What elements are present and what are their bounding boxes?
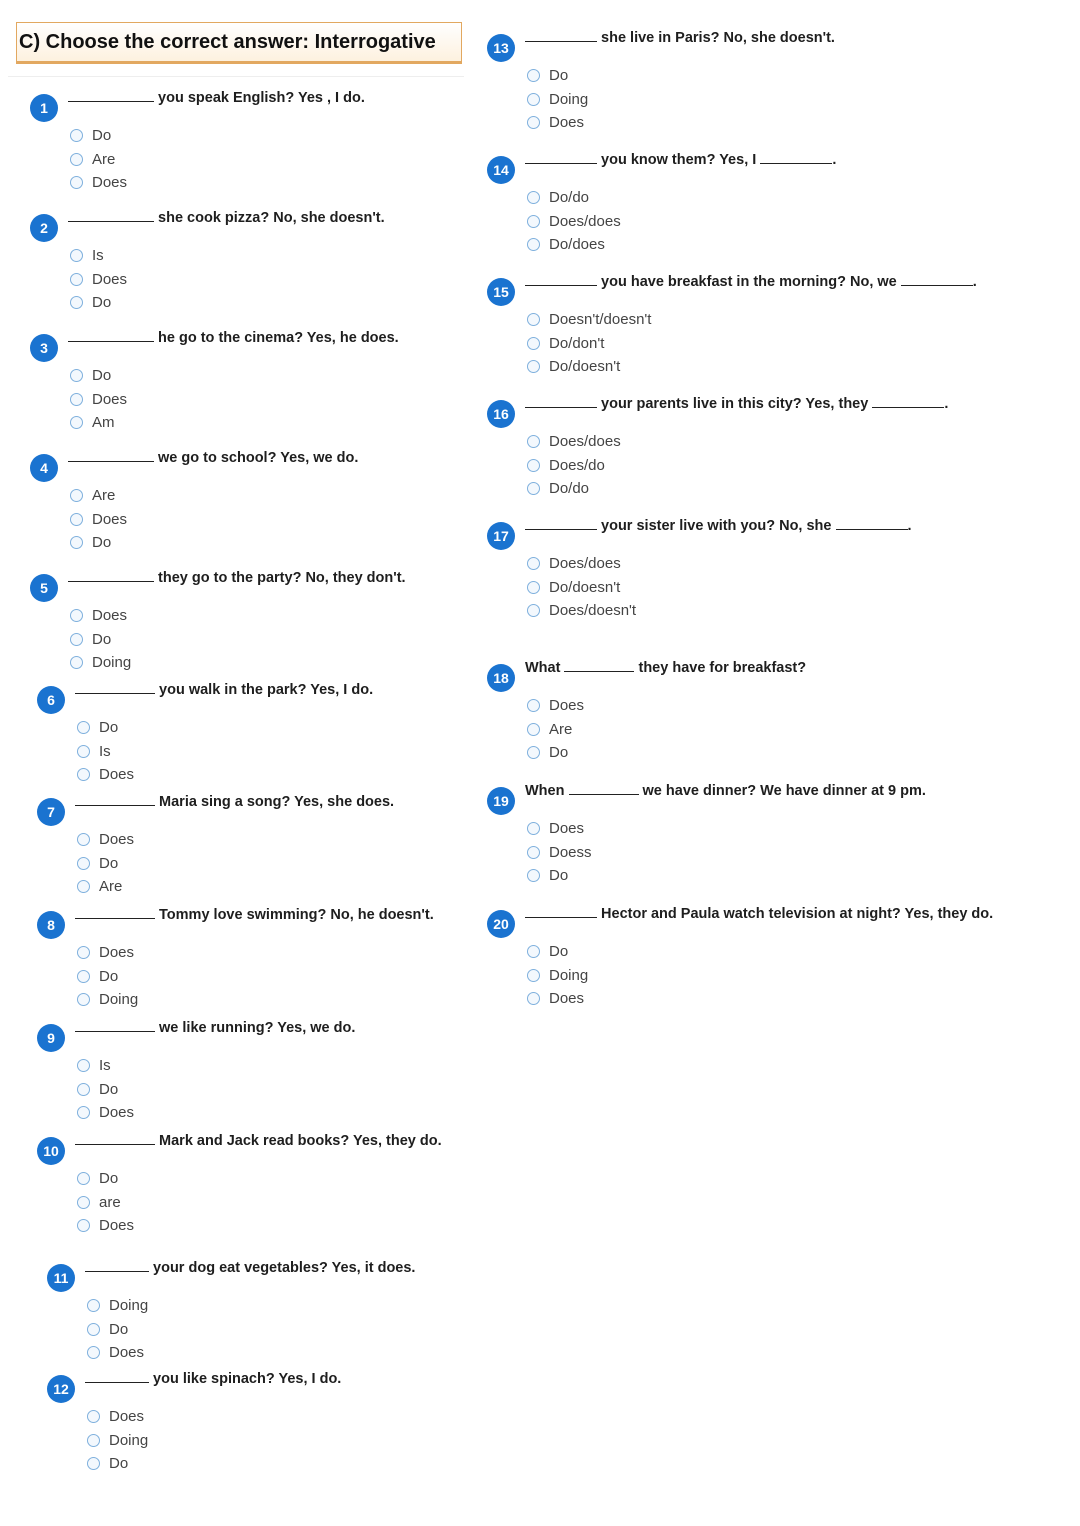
option-label: Does	[99, 1217, 135, 1235]
radio-button[interactable]	[70, 296, 83, 309]
radio-button[interactable]	[527, 557, 540, 570]
radio-button[interactable]	[70, 393, 83, 406]
option-label: Does/does	[549, 433, 621, 451]
question-number-badge: 8	[37, 911, 65, 939]
question-number-badge: 6	[37, 686, 65, 714]
radio-button[interactable]	[70, 129, 83, 142]
radio-button[interactable]	[527, 482, 540, 495]
option-label: Does	[99, 944, 135, 962]
option-label: Does	[92, 510, 128, 528]
option-are[interactable]	[70, 484, 127, 508]
question-prefix: What	[525, 660, 561, 676]
option-does-does[interactable]	[527, 210, 621, 234]
option-label: Does/do	[549, 456, 605, 474]
answer-blank	[525, 902, 597, 918]
question-end-punctuation: .	[972, 274, 977, 290]
option-label: Do	[92, 127, 112, 145]
option-are[interactable]	[527, 718, 584, 742]
radio-button[interactable]	[527, 822, 540, 835]
option-label: Do	[109, 1455, 129, 1473]
radio-button[interactable]	[527, 69, 540, 82]
question-number-badge: 20	[487, 910, 515, 938]
answer-blank	[68, 326, 154, 342]
question-number-badge: 18	[487, 664, 515, 692]
answer-blank	[569, 779, 639, 795]
question-number-badge: 1	[30, 94, 58, 122]
radio-button[interactable]	[77, 833, 90, 846]
question-number-badge: 3	[30, 334, 58, 362]
option-list	[527, 430, 621, 501]
option-does[interactable]	[527, 694, 584, 718]
question-text	[68, 446, 358, 468]
answer-blank	[525, 514, 597, 530]
question-stem: you speak English? Yes , I do.	[158, 90, 365, 106]
option-list	[527, 186, 621, 257]
option-label: Do	[92, 367, 112, 385]
answer-blank	[68, 206, 154, 222]
option-label: Does	[92, 390, 128, 408]
option-label: Does	[549, 990, 585, 1008]
question-text	[525, 148, 836, 170]
question-stem: we like running? Yes, we do.	[159, 1020, 356, 1036]
option-label: Are	[92, 487, 116, 505]
question-stem: you like spinach? Yes, I do.	[153, 1371, 342, 1387]
question-stem: we go to school? Yes, we do.	[158, 450, 359, 466]
answer-blank	[75, 1016, 155, 1032]
option-do[interactable]	[77, 1167, 134, 1191]
question-text	[68, 566, 406, 588]
option-list	[87, 1294, 148, 1365]
option-list	[77, 941, 138, 1012]
option-does[interactable]	[70, 171, 127, 195]
option-label: Doesn't/doesn't	[549, 311, 652, 329]
option-do[interactable]	[70, 628, 131, 652]
answer-blank	[68, 446, 154, 462]
question-stem: he go to the cinema? Yes, he does.	[158, 330, 399, 346]
radio-button[interactable]	[70, 513, 83, 526]
option-list	[527, 694, 584, 765]
title-divider	[8, 76, 464, 77]
option-label: Do	[99, 967, 119, 985]
option-list	[70, 604, 131, 675]
option-does[interactable]	[77, 828, 134, 852]
worksheet-title-box	[16, 22, 462, 64]
option-do-doesn-t[interactable]	[527, 576, 636, 600]
option-label: Do/doesn't	[549, 578, 621, 596]
option-list	[527, 817, 592, 888]
answer-blank	[525, 270, 597, 286]
radio-button[interactable]	[70, 249, 83, 262]
radio-button[interactable]	[77, 1083, 90, 1096]
option-list	[70, 364, 127, 435]
option-label: Does	[549, 697, 585, 715]
option-label: Doess	[549, 843, 592, 861]
option-doess[interactable]	[527, 841, 592, 865]
question-prefix: When	[525, 783, 565, 799]
radio-button[interactable]	[527, 215, 540, 228]
radio-button[interactable]	[527, 313, 540, 326]
option-am[interactable]	[70, 411, 127, 435]
option-label: Doing	[92, 654, 132, 672]
option-do[interactable]	[70, 291, 127, 315]
option-list	[77, 828, 134, 899]
question-text	[68, 326, 399, 348]
answer-blank	[564, 656, 634, 672]
radio-button[interactable]	[527, 699, 540, 712]
question-stem: you have breakfast in the morning? No, we	[601, 274, 897, 290]
question-end-punctuation: .	[907, 518, 912, 534]
option-do[interactable]	[527, 940, 588, 964]
question-number-badge: 16	[487, 400, 515, 428]
radio-button[interactable]	[70, 489, 83, 502]
answer-blank	[525, 148, 597, 164]
option-label: Do	[92, 630, 112, 648]
option-list	[87, 1405, 148, 1476]
option-label: Is	[99, 1057, 111, 1075]
radio-button[interactable]	[527, 869, 540, 882]
question-stem: your dog eat vegetables? Yes, it does.	[153, 1260, 416, 1276]
radio-button[interactable]	[527, 992, 540, 1005]
option-does[interactable]	[70, 604, 131, 628]
radio-button[interactable]	[70, 153, 83, 166]
option-do[interactable]	[527, 864, 592, 888]
option-is[interactable]	[70, 244, 127, 268]
option-doing[interactable]	[87, 1294, 148, 1318]
radio-button[interactable]	[527, 945, 540, 958]
question-stem: Tommy love swimming? No, he doesn't.	[159, 907, 434, 923]
option-label: Does	[99, 766, 135, 784]
option-doing[interactable]	[87, 1429, 148, 1453]
radio-button[interactable]	[77, 1059, 90, 1072]
option-label: Do	[549, 943, 569, 961]
question-end-punctuation: .	[832, 152, 837, 168]
option-do[interactable]	[70, 364, 127, 388]
radio-button[interactable]	[87, 1299, 100, 1312]
radio-button[interactable]	[77, 857, 90, 870]
radio-button[interactable]	[527, 116, 540, 129]
option-do[interactable]	[527, 741, 584, 765]
option-do[interactable]	[77, 852, 134, 876]
radio-button[interactable]	[77, 1219, 90, 1232]
question-stem: your parents live in this city? Yes, they	[601, 396, 869, 412]
question-number-badge: 13	[487, 34, 515, 62]
option-label: Does/does	[549, 555, 621, 573]
option-label: Does	[92, 174, 128, 192]
option-does[interactable]	[87, 1405, 148, 1429]
option-list	[527, 64, 588, 135]
question-text	[75, 903, 434, 925]
question-text	[85, 1256, 415, 1278]
option-is[interactable]	[77, 1054, 134, 1078]
option-label: are	[99, 1193, 121, 1211]
question-stem: you walk in the park? Yes, I do.	[159, 682, 374, 698]
question-text	[525, 902, 993, 924]
radio-button[interactable]	[527, 969, 540, 982]
option-label: Does/doesn't	[549, 602, 637, 620]
option-label: Do/don't	[549, 334, 605, 352]
option-is[interactable]	[77, 740, 134, 764]
radio-button[interactable]	[527, 93, 540, 106]
option-list	[70, 484, 127, 555]
radio-button[interactable]	[70, 273, 83, 286]
option-label: Do	[92, 294, 112, 312]
option-doesn-t-doesn-t[interactable]	[527, 308, 651, 332]
radio-button[interactable]	[77, 880, 90, 893]
radio-button[interactable]	[527, 360, 540, 373]
option-does-does[interactable]	[527, 430, 621, 454]
option-list	[77, 716, 134, 787]
option-does-do[interactable]	[527, 454, 621, 478]
option-list	[527, 552, 636, 623]
option-list	[70, 124, 127, 195]
option-label: Do	[549, 867, 569, 885]
radio-button[interactable]	[77, 1196, 90, 1209]
question-number-badge: 19	[487, 787, 515, 815]
question-stem: she cook pizza? No, she doesn't.	[158, 210, 385, 226]
option-label: Does	[92, 270, 128, 288]
option-label: Do/doesn't	[549, 358, 621, 376]
option-doing[interactable]	[527, 964, 588, 988]
radio-button[interactable]	[527, 435, 540, 448]
question-text	[85, 1367, 341, 1389]
option-do[interactable]	[77, 965, 138, 989]
option-label: Do	[549, 67, 569, 85]
option-label: Do/do	[549, 189, 590, 207]
option-doing[interactable]	[77, 988, 138, 1012]
radio-button[interactable]	[77, 721, 90, 734]
question-text	[525, 26, 835, 48]
option-does[interactable]	[77, 1101, 134, 1125]
question-stem: you know them? Yes, I	[601, 152, 757, 168]
option-label: Do	[99, 1170, 119, 1188]
option-label: Does	[109, 1408, 145, 1426]
radio-button[interactable]	[70, 656, 83, 669]
option-list	[77, 1167, 134, 1238]
option-label: Do	[549, 744, 569, 762]
question-number-badge: 12	[47, 1375, 75, 1403]
question-text	[75, 678, 373, 700]
option-are[interactable]	[70, 148, 127, 172]
option-label: Do/do	[549, 480, 590, 498]
question-number-badge: 17	[487, 522, 515, 550]
option-label: Does	[549, 114, 585, 132]
answer-blank-2	[760, 148, 832, 164]
question-stem: they have for breakfast?	[638, 660, 807, 676]
radio-button[interactable]	[527, 846, 540, 859]
answer-blank	[525, 392, 597, 408]
option-label: Doing	[549, 90, 589, 108]
question-text	[68, 86, 365, 108]
option-label: Does	[99, 1104, 135, 1122]
question-stem: they go to the party? No, they don't.	[158, 570, 406, 586]
option-do[interactable]	[87, 1452, 148, 1476]
question-text	[525, 392, 948, 414]
radio-button[interactable]	[77, 745, 90, 758]
question-text	[525, 514, 912, 536]
option-does-doesn-t[interactable]	[527, 599, 636, 623]
radio-button[interactable]	[77, 768, 90, 781]
option-does[interactable]	[527, 111, 588, 135]
option-does-does[interactable]	[527, 552, 636, 576]
radio-button[interactable]	[70, 176, 83, 189]
answer-blank-2	[836, 514, 908, 530]
question-number-badge: 14	[487, 156, 515, 184]
option-label: Do	[99, 1080, 119, 1098]
answer-blank	[68, 86, 154, 102]
answer-blank	[75, 790, 155, 806]
question-text	[525, 779, 926, 801]
question-text	[75, 1016, 355, 1038]
question-number-badge: 7	[37, 798, 65, 826]
option-label: Doing	[109, 1297, 149, 1315]
radio-button[interactable]	[70, 416, 83, 429]
option-list	[70, 244, 127, 315]
option-label: Does	[99, 831, 135, 849]
radio-button[interactable]	[527, 604, 540, 617]
option-label: Are	[92, 150, 116, 168]
option-does[interactable]	[77, 941, 138, 965]
option-label: Do/does	[549, 236, 605, 254]
option-label: Are	[99, 878, 123, 896]
radio-button[interactable]	[87, 1434, 100, 1447]
answer-blank	[75, 903, 155, 919]
option-do[interactable]	[77, 1078, 134, 1102]
option-are[interactable]	[77, 1191, 134, 1215]
option-are[interactable]	[77, 875, 134, 899]
answer-blank	[525, 26, 597, 42]
question-number-badge: 10	[37, 1137, 65, 1165]
radio-button[interactable]	[77, 993, 90, 1006]
option-label: Do	[99, 854, 119, 872]
option-label: Are	[549, 720, 573, 738]
radio-button[interactable]	[70, 633, 83, 646]
option-doing[interactable]	[527, 88, 588, 112]
radio-button[interactable]	[527, 746, 540, 759]
option-do-do[interactable]	[527, 477, 621, 501]
question-stem: Maria sing a song? Yes, she does.	[159, 794, 395, 810]
radio-button[interactable]	[87, 1457, 100, 1470]
answer-blank	[75, 678, 155, 694]
question-stem: Mark and Jack read books? Yes, they do.	[159, 1133, 442, 1149]
question-number-badge: 9	[37, 1024, 65, 1052]
question-stem: she live in Paris? No, she doesn't.	[601, 30, 835, 46]
answer-blank-2	[901, 270, 973, 286]
question-number-badge: 15	[487, 278, 515, 306]
question-number-badge: 2	[30, 214, 58, 242]
radio-button[interactable]	[527, 723, 540, 736]
option-label: Does	[92, 607, 128, 625]
option-list	[527, 308, 651, 379]
option-label: Do	[109, 1320, 129, 1338]
option-does[interactable]	[70, 508, 127, 532]
option-label: Does	[109, 1344, 145, 1362]
option-does[interactable]	[70, 268, 127, 292]
option-do[interactable]	[527, 64, 588, 88]
option-label: Does/does	[549, 212, 621, 230]
radio-button[interactable]	[527, 581, 540, 594]
answer-blank	[85, 1256, 149, 1272]
option-do[interactable]	[77, 716, 134, 740]
radio-button[interactable]	[70, 536, 83, 549]
option-label: Do	[92, 534, 112, 552]
radio-button[interactable]	[87, 1410, 100, 1423]
option-do-don-t[interactable]	[527, 332, 651, 356]
option-do-does[interactable]	[527, 233, 621, 257]
radio-button[interactable]	[527, 191, 540, 204]
question-number-badge: 4	[30, 454, 58, 482]
radio-button[interactable]	[77, 1106, 90, 1119]
option-do[interactable]	[87, 1318, 148, 1342]
radio-button[interactable]	[527, 337, 540, 350]
option-label: Doing	[549, 966, 589, 984]
option-label: Does	[549, 820, 585, 838]
question-stem: your sister live with you? No, she	[601, 518, 832, 534]
option-label: Is	[92, 247, 104, 265]
question-text	[525, 656, 806, 678]
radio-button[interactable]	[77, 970, 90, 983]
answer-blank	[85, 1367, 149, 1383]
question-text	[68, 206, 385, 228]
question-number-badge: 5	[30, 574, 58, 602]
option-does[interactable]	[77, 1214, 134, 1238]
radio-button[interactable]	[527, 238, 540, 251]
option-label: Am	[92, 414, 115, 432]
option-do-do[interactable]	[527, 186, 621, 210]
option-does[interactable]	[527, 817, 592, 841]
option-label: Doing	[99, 991, 139, 1009]
worksheet-title: C) Choose the correct answer: Interrogative	[19, 30, 436, 53]
question-stem: we have dinner? We have dinner at 9 pm.	[642, 783, 926, 799]
answer-blank-2	[872, 392, 944, 408]
radio-button[interactable]	[77, 1172, 90, 1185]
option-do[interactable]	[70, 531, 127, 555]
radio-button[interactable]	[77, 946, 90, 959]
radio-button[interactable]	[70, 609, 83, 622]
answer-blank	[68, 566, 154, 582]
option-label: Do	[99, 719, 119, 737]
answer-blank	[75, 1129, 155, 1145]
option-label: Is	[99, 742, 111, 760]
option-does[interactable]	[70, 388, 127, 412]
option-does[interactable]	[87, 1341, 148, 1365]
question-text	[525, 270, 977, 292]
radio-button[interactable]	[87, 1346, 100, 1359]
radio-button[interactable]	[527, 459, 540, 472]
option-does[interactable]	[77, 763, 134, 787]
option-list	[77, 1054, 134, 1125]
option-list	[527, 940, 588, 1011]
option-does[interactable]	[527, 987, 588, 1011]
option-do[interactable]	[70, 124, 127, 148]
option-label: Doing	[109, 1431, 149, 1449]
question-end-punctuation: .	[944, 396, 949, 412]
question-text	[75, 790, 394, 812]
radio-button[interactable]	[70, 369, 83, 382]
option-doing[interactable]	[70, 651, 131, 675]
question-text	[75, 1129, 442, 1151]
radio-button[interactable]	[87, 1323, 100, 1336]
option-do-doesn-t[interactable]	[527, 355, 651, 379]
question-stem: Hector and Paula watch television at night? Yes, they do.	[601, 906, 994, 922]
question-number-badge: 11	[47, 1264, 75, 1292]
